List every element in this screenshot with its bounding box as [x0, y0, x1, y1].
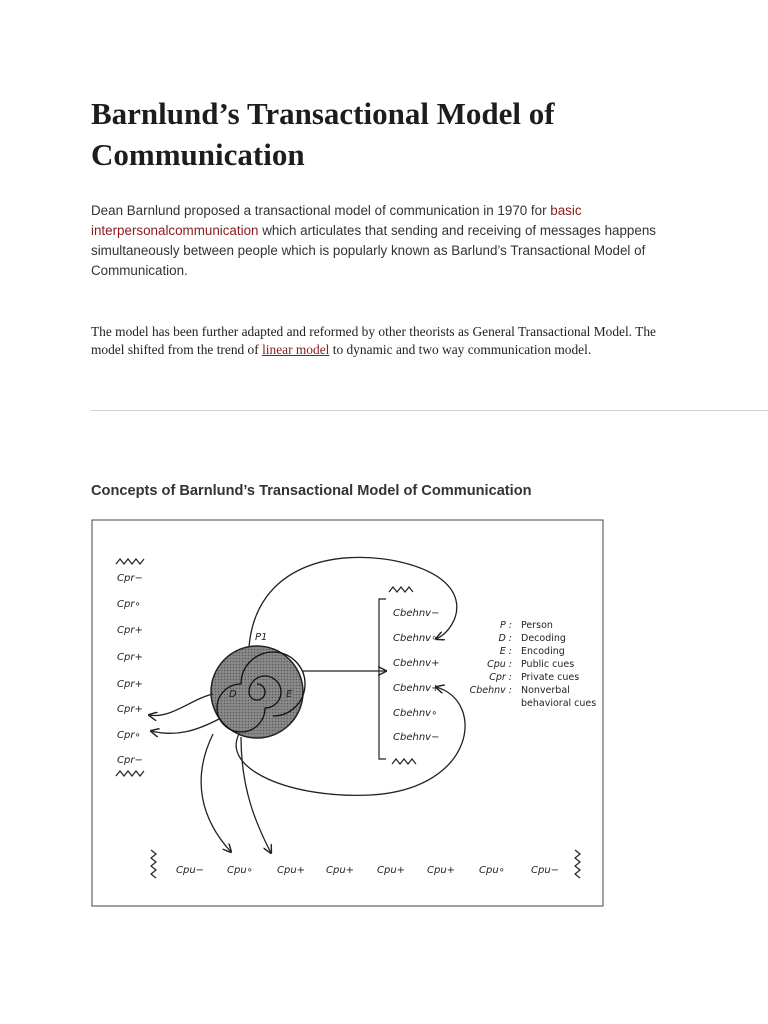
public-cue-8: Cpu− — [531, 865, 560, 876]
public-cue-3: Cpu+ — [277, 865, 306, 876]
private-cue-4: Cpr+ — [117, 652, 143, 663]
private-cue-8: Cpr− — [117, 755, 143, 766]
public-cue-2: Cpu∘ — [227, 865, 253, 876]
linear-model-link[interactable]: linear model — [262, 342, 330, 357]
behavioral-cue-2: Cbehnv∘ — [393, 633, 438, 644]
behavioral-cue-3: Cbehnv+ — [393, 658, 440, 669]
public-cue-1: Cpu− — [176, 865, 205, 876]
behavioral-cue-5: Cbehnv∘ — [393, 708, 438, 719]
legend-desc-6: Nonverbal — [521, 685, 570, 696]
private-cue-2: Cpr∘ — [117, 599, 141, 610]
legend-symbol-2: D : — [498, 633, 512, 644]
private-cue-5: Cpr+ — [117, 679, 143, 690]
legend-desc-5: Private cues — [521, 672, 580, 683]
private-cue-6: Cpr+ — [117, 704, 143, 715]
legend-symbol-4: Cpu : — [487, 659, 512, 670]
section-divider — [91, 410, 768, 411]
legend-symbol-6: Cbehnv : — [469, 685, 512, 696]
intro-text-2: which articulates that sending and receiving of messages happens simultaneously between people which is popularly known as Barlund’s Transactional Model of Communication. — [91, 223, 656, 278]
private-cue-7: Cpr∘ — [117, 730, 141, 741]
person-label: P1 — [255, 632, 268, 643]
diagram-svg — [91, 519, 604, 907]
legend-symbol-3: E : — [499, 646, 512, 657]
behavioral-cue-6: Cbehnv− — [393, 732, 440, 743]
interpersonal-communication-link[interactable]: basic interpersonalcommunication — [91, 203, 582, 238]
legend-desc-7: behavioral cues — [521, 698, 597, 709]
intro-paragraph — [91, 201, 681, 281]
adaptation-paragraph — [91, 323, 691, 359]
legend-symbol-1: P : — [500, 620, 512, 631]
behavioral-cue-4: Cbehnv+ — [393, 683, 440, 694]
private-cue-3: Cpr+ — [117, 625, 143, 636]
public-cue-4: Cpu+ — [326, 865, 355, 876]
public-cue-7: Cpu∘ — [479, 865, 505, 876]
decoding-label: D — [229, 689, 237, 700]
page-title: Barnlund’s Transactional Model of Communication — [91, 96, 555, 172]
transactional-model-diagram — [91, 519, 604, 907]
legend-symbol-5: Cpr : — [489, 672, 512, 683]
public-cue-5: Cpu+ — [377, 865, 406, 876]
section-heading: Concepts of Barnlund’s Transactional Model of Communication — [91, 483, 532, 499]
legend-desc-2: Decoding — [521, 633, 566, 644]
private-cue-1: Cpr− — [117, 573, 143, 584]
encoding-label: E — [286, 689, 293, 700]
adaptation-text-2: to dynamic and two way communication model. — [329, 342, 592, 357]
legend-desc-3: Encoding — [521, 646, 565, 657]
public-cue-6: Cpu+ — [427, 865, 456, 876]
adaptation-text-1: The model has been further adapted and reformed by other theorists as General Transactional Model. The model shifted from the trend of — [91, 324, 656, 357]
behavioral-cue-1: Cbehnv− — [393, 608, 440, 619]
legend-desc-4: Public cues — [521, 659, 575, 670]
legend-desc-1: Person — [521, 620, 553, 631]
intro-text-1: Dean Barnlund proposed a transactional model of communication in 1970 for — [91, 203, 551, 218]
